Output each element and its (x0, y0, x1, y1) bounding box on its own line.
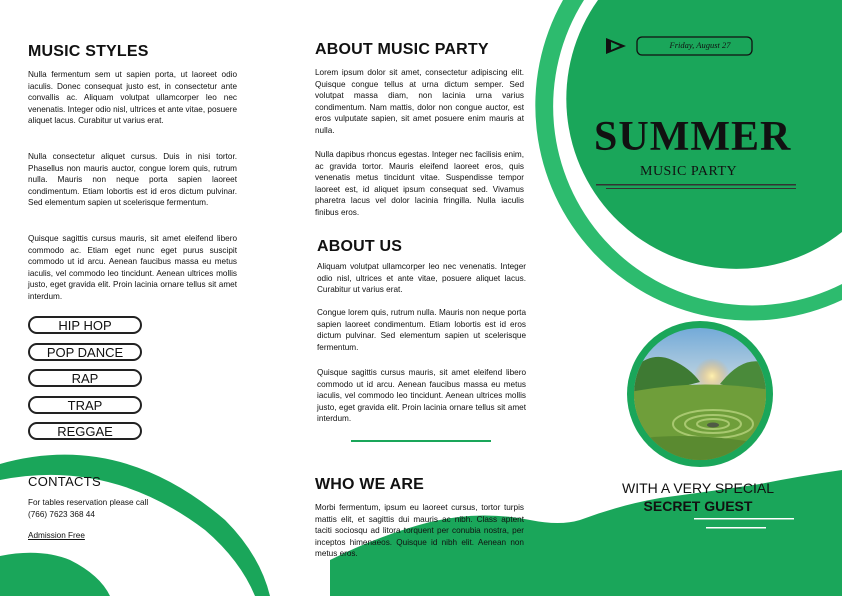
style-button-hip-hop[interactable]: HIP HOP (28, 316, 142, 334)
music-styles-para-1: Nulla fermentum sem ut sapien porta, ut laoreet odio iaculis. Donec consequat justo est, in consectetur ante convallis ac. Aliquam volutpat ullamcorper leo nec venenatis. Integer odio nisl, ultrices et ante vitae, posuere aliquet lacus. Curabitur ut varius erat. (28, 70, 237, 125)
about-party-title: ABOUT MUSIC PARTY (315, 41, 489, 58)
cover-subtitle: MUSIC PARTY (640, 164, 738, 179)
admission-free: Admission Free (28, 531, 85, 540)
tagline-line-one: WITH A VERY SPECIAL (622, 480, 774, 496)
about-party-para-2: Nulla dapibus rhoncus egestas. Integer nec facilisis enim, ac gravida tortor. Mauris eleifend laoreet eros, quis venenatis metus tincidunt vitae. Suspendisse tempor laoreet est, id aliquet ipsum consequat sed. Vivamus pharetra lacus vel dolor lacinia fringilla. Nulla iaculis finibus eros. (315, 150, 524, 217)
music-styles-para-2: Nulla consectetur aliquet cursus. Duis in nisi tortor. Phasellus non mauris auctor, congue lorem quis, rutrum nulla. Mauris non neque porta sapien laoreet condimentum. Etiam lobortis est id eros dictum pulvinar. Sed elementum sapien ut scelerisque fermentum. (28, 152, 237, 207)
music-styles-para-3: Quisque sagittis cursus mauris, sit amet eleifend libero commodo ac. Etiam eget nunc eget purus suscipit commodo ut id arcu. Aenean faucibus massa eu metus iaculis, vel commodo leo tincidunt. Aenean ultrices mollis justo, eget gravida elit. Proin lacinia ornare tellus sit amet interdum. (28, 234, 237, 301)
about-party-para-1: Lorem ipsum dolor sit amet, consectetur adipiscing elit. Quisque congue tellus at urna dictum semper. Sed volutpat massa diam, non lacinia urna varius condimentum. Nam mattis, dolor non congue auctor, est eros vulputate sapien, sit amet posuere enim mauris at nulla. (315, 68, 524, 135)
bottom-left-blob (0, 553, 110, 596)
title-line-1 (596, 184, 796, 186)
contacts-title: CONTACTS (28, 474, 101, 489)
contacts-phone: (766) 7623 368 44 (28, 510, 95, 519)
about-us-para-3: Quisque sagittis cursus mauris, sit amet eleifend libero commodo ut id arcu. Aenean faucibus massa eu metus iaculis, vel commodo leo tincidunt. Aenean ultrices mollis justo, eget gravida elit. Proin lacinia ornare tellus sit amet interdum. (317, 368, 526, 423)
title-line-2 (606, 188, 796, 189)
who-we-are-title: WHO WE ARE (315, 476, 424, 493)
contacts-line: For tables reservation please call (28, 498, 149, 507)
middle-divider (351, 440, 491, 442)
style-button-trap[interactable]: TRAP (28, 396, 142, 414)
tagline-line-2 (706, 527, 766, 529)
about-us-para-1: Aliquam volutpat ullamcorper leo nec venenatis. Integer odio nisl, ultrices et ante vitae, posuere aliquet lacus. Curabitur ut varius erat. (317, 262, 526, 294)
style-button-reggae[interactable]: REGGAE (28, 422, 142, 440)
photo-ring (627, 321, 773, 467)
style-button-rap[interactable]: RAP (28, 369, 142, 387)
tagline-line-1 (694, 518, 794, 520)
who-we-are-para: Morbi fermentum, ipsum eu laoreet cursus, tortor turpis mattis elit, et sagittis dui mauris ac nibh. Class aptent taciti sociosqu ad litora torquent per conubia nostra, per inceptos himenaeos. Quisque id nibh elit. Aenean non metus eros. (315, 503, 524, 558)
music-styles-title: MUSIC STYLES (28, 43, 149, 60)
cover-title: SUMMER (594, 114, 792, 160)
date-text: Friday, August 27 (669, 40, 731, 50)
tagline-line-two: SECRET GUEST (643, 498, 753, 514)
about-us-title: ABOUT US (317, 238, 403, 255)
about-us-para-2: Congue lorem quis, rutrum nulla. Mauris non neque porta sapien laoreet condimentum. Etiam lobortis est id eros dictum pulvinar. Sed elementum sapien ut scelerisque fermentum. (317, 308, 526, 352)
style-button-pop-dance[interactable]: POP DANCE (28, 343, 142, 361)
